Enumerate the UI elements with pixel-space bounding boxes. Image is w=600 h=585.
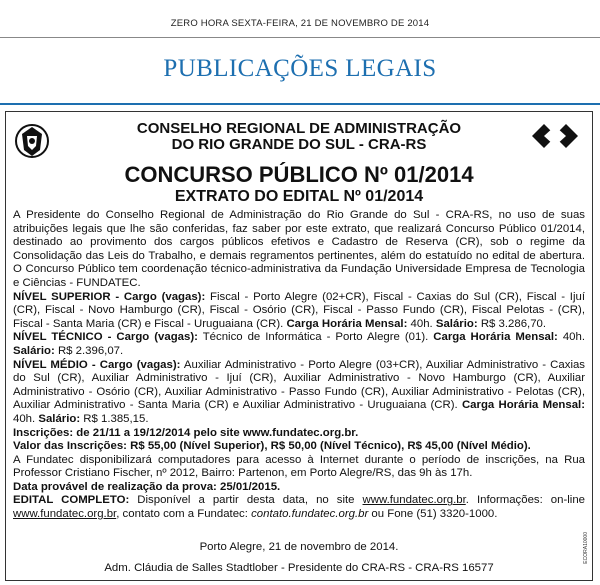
- superior-text: Fiscal - Porto Alegre (02+CR), Fiscal - Caxias do Sul (CR), Fiscal - Ijuí (CR), Fiscal - Novo Hamburgo (CR), Fiscal - Osório (CR), Fiscal - Passo Fundo (CR), Fiscal Pelotas - (CR), Fiscal - Santa Maria (CR) e Fiscal - Uruguaiana (CR).: [13, 290, 585, 330]
- medio-label: NÍVEL MÉDIO - Cargo (vagas):: [13, 358, 181, 371]
- edital-text-3: , contato com a Fundatec:: [116, 508, 252, 521]
- data-prova-text: Data provável de realização da prova: 25/01/2015.: [13, 480, 281, 493]
- nivel-tecnico-paragraph: [13, 331, 585, 358]
- divider: [0, 103, 600, 105]
- info-site-link[interactable]: www.fundatec.org.br: [13, 508, 117, 521]
- section-title: PUBLICAÇÕES LEGAIS: [163, 55, 437, 82]
- tecnico-hours-label: Carga Horária Mensal:: [433, 331, 558, 344]
- valores-paragraph: [13, 440, 585, 454]
- superior-hours-label: Carga Horária Mensal:: [286, 317, 408, 330]
- medio-hours: 40h.: [13, 412, 39, 425]
- superior-salary: R$ 3.286,70.: [477, 317, 547, 330]
- nivel-medio-paragraph: [13, 359, 585, 427]
- notice-title: CONCURSO PÚBLICO Nº 01/2014: [124, 162, 474, 187]
- edital-label: EDITAL COMPLETO:: [13, 494, 130, 507]
- inscricoes-text: Inscrições: de 21/11 a 19/12/2014 pelo site www.fundatec.org.br.: [13, 426, 359, 439]
- computadores-paragraph: A Fundatec disponibilizará computadores para acesso à Internet durante o período de inscrições, na Rua Professor Cristiano Fischer, nº 2012, Bairro: Partenon, em Porto Alegre/RS, das 9h às 17h.: [13, 453, 585, 480]
- notice-body: [13, 209, 585, 522]
- newspaper-dateline: ZERO HORA SEXTA-FEIRA, 21 DE NOVEMBRO DE 2014: [170, 18, 430, 29]
- edital-text-4: ou Fone (51) 3320-1000.: [368, 508, 498, 521]
- medio-salary: R$ 1.385,15.: [80, 412, 149, 425]
- tecnico-salary-label: Salário:: [13, 344, 55, 357]
- tecnico-salary: R$ 2.396,07.: [54, 344, 124, 357]
- superior-label: NÍVEL SUPERIOR - Cargo (vagas):: [13, 290, 206, 303]
- superior-salary-label: Salário:: [435, 317, 478, 330]
- edital-site-link[interactable]: www.fundatec.org.br: [362, 494, 466, 507]
- data-prova-paragraph: [13, 481, 585, 495]
- divider: [0, 37, 600, 38]
- legal-notice: [5, 111, 593, 581]
- contact-address: contato.fundatec.org.br: [251, 508, 369, 521]
- edital-text-2: . Informações: on-line: [465, 494, 586, 507]
- medio-hours-label: Carga Horária Mensal:: [461, 399, 585, 412]
- side-code: ECORA10000: [583, 532, 589, 564]
- tecnico-label: NÍVEL TÉCNICO - Cargo (vagas):: [13, 331, 198, 344]
- city-date: Porto Alegre, 21 de novembro de 2014.: [199, 541, 399, 553]
- intro-paragraph: A Presidente do Conselho Regional de Administração do Rio Grande do Sul - CRA-RS, no uso de suas atribuições legais que lhe são conferidas, faz saber por este extrato, que realizará Concurso Público 01/2014, destinado ao provimento dos cargos públicos efetivos e Cadastro de Reserva (CR), sob o regime da Consolidação das Leis do Trabalho, e demais regramentos pertinentes, além do estatuído no edital de abertura. O Concurso Público tem coordenação técnico-administrativa da Fundação Universidade Empresa de Tecnologia e Ciências - FUNDATEC.: [13, 209, 585, 289]
- org-line-2: DO RIO GRANDE DO SUL - CRA-RS: [171, 136, 427, 153]
- superior-hours: 40h.: [407, 317, 436, 330]
- medio-text: Auxiliar Administrativo - Porto Alegre (03+CR), Auxiliar Administrativo - Caxias do Sul (CR), Auxiliar Administrativo - Ijuí (CR), Auxiliar Administrativo - Novo Hamburgo (CR), Auxiliar Administrativo - Osório (CR), Auxiliar Administrativo - Passo Fundo (CR), Auxiliar Administrativo - Pelotas (CR), Auxiliar Administrativo - Santa Maria (CR) e Auxiliar Administrativo - Uruguaiana (CR).: [13, 358, 586, 412]
- nivel-superior-paragraph: [13, 291, 585, 332]
- signature-line: Adm. Cláudia de Salles Stadtlober - Presidente do CRA-RS - CRA-RS 16577: [104, 562, 494, 574]
- medio-salary-label: Salário:: [38, 412, 81, 425]
- edital-paragraph: [13, 494, 585, 521]
- org-line-1: CONSELHO REGIONAL DE ADMINISTRAÇÃO: [136, 120, 462, 137]
- tecnico-hours: 40h.: [557, 331, 585, 344]
- tecnico-text: Técnico de Informática - Porto Alegre (01).: [197, 331, 434, 344]
- valores-text: Valor das Inscrições: R$ 55,00 (Nível Superior), R$ 50,00 (Nível Técnico), R$ 45,00 (Nível Médio).: [13, 440, 531, 453]
- notice-subtitle: EXTRATO DO EDITAL Nº 01/2014: [174, 188, 424, 205]
- edital-text-1: Disponível a partir desta data, no site: [129, 494, 363, 507]
- organization-name: [6, 121, 592, 153]
- inscricoes-paragraph: [13, 427, 585, 441]
